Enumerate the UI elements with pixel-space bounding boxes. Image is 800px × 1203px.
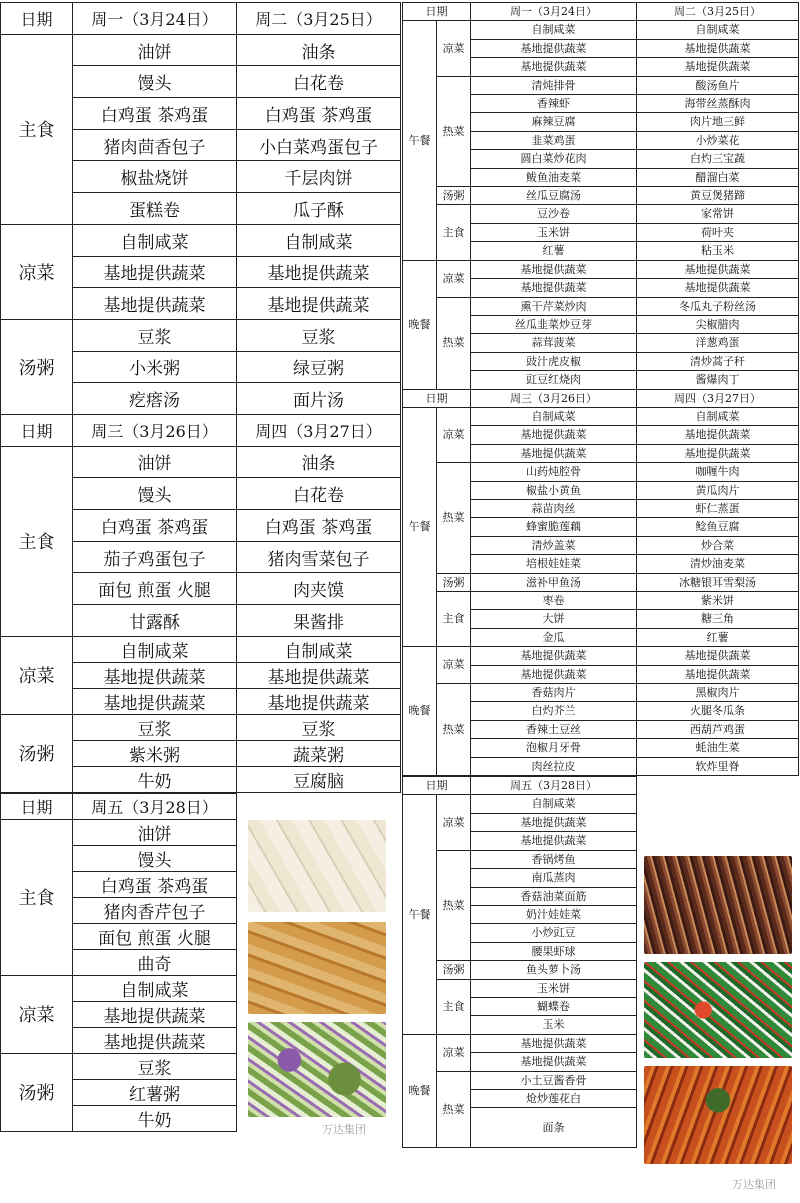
dish: 海带丝蒸酥肉 <box>637 95 799 113</box>
category-soup: 汤粥 <box>1 319 73 414</box>
dish: 醋溜白菜 <box>637 168 799 186</box>
dish: 基地提供蔬菜 <box>471 647 637 665</box>
breakfast-table-friday <box>0 793 237 1132</box>
dish: 牛奶 <box>73 1105 237 1131</box>
dish: 豆腐脑 <box>237 766 401 792</box>
category-staple: 主食 <box>1 446 73 636</box>
dish: 自制咸菜 <box>237 636 401 662</box>
dish: 豆浆 <box>237 714 401 740</box>
dish: 基地提供蔬菜 <box>637 279 799 297</box>
dish: 基地提供蔬菜 <box>471 1034 637 1052</box>
dish: 炝炒莲花白 <box>471 1089 637 1107</box>
dish: 基地提供蔬菜 <box>471 58 637 76</box>
category-cold: 凉菜 <box>437 1034 471 1071</box>
dish: 豆浆 <box>73 319 237 351</box>
dish: 白灼三宝蔬 <box>637 150 799 168</box>
dish: 豇豆红烧肉 <box>471 371 637 389</box>
dish: 基地提供蔬菜 <box>471 260 637 278</box>
dish: 基地提供蔬菜 <box>637 39 799 57</box>
dish: 蛋糕卷 <box>73 193 237 225</box>
dish: 清炖排骨 <box>471 76 637 94</box>
dish: 自制咸菜 <box>237 224 401 256</box>
dish: 椒盐烧饼 <box>73 161 237 193</box>
dish: 馒头 <box>73 66 237 98</box>
dish: 面条 <box>471 1108 637 1148</box>
salad-photo <box>248 1022 386 1117</box>
dish: 基地提供蔬菜 <box>637 58 799 76</box>
dish: 泡椒月牙骨 <box>471 739 637 757</box>
dish: 基地提供蔬菜 <box>471 279 637 297</box>
dish: 肉丝拉皮 <box>471 757 637 775</box>
date-label: 日期 <box>1 414 73 446</box>
day-header: 周三（3月26日） <box>73 414 237 446</box>
dish: 白灼芥兰 <box>471 702 637 720</box>
dish: 清炒油麦菜 <box>637 555 799 573</box>
dish: 蜂蜜脆莲藕 <box>471 518 637 536</box>
dish: 蚝油生菜 <box>637 739 799 757</box>
dish: 面包 煎蛋 火腿 <box>73 923 237 949</box>
category-soup: 汤粥 <box>437 573 471 591</box>
dish: 豆浆 <box>237 319 401 351</box>
dish: 基地提供蔬菜 <box>237 688 401 714</box>
dish: 自制咸菜 <box>471 795 637 813</box>
dish: 冬瓜丸子粉丝汤 <box>637 297 799 315</box>
category-cold: 凉菜 <box>437 407 471 462</box>
dish: 丝瓜豆腐汤 <box>471 187 637 205</box>
dish: 豆浆 <box>73 714 237 740</box>
dish: 圆白菜炒花肉 <box>471 150 637 168</box>
dish: 软炸里脊 <box>637 757 799 775</box>
watermark: 万达集团 <box>322 1123 366 1136</box>
watermark: 万达集团 <box>732 1178 776 1191</box>
dish: 香锅烤鱼 <box>471 850 637 868</box>
dish: 猪肉香芹包子 <box>73 897 237 923</box>
dish: 山药炖腔骨 <box>471 463 637 481</box>
meal-lunch: 午餐 <box>403 795 437 1034</box>
dish: 金瓜 <box>471 628 637 646</box>
dish: 培根娃娃菜 <box>471 555 637 573</box>
category-cold: 凉菜 <box>1 224 73 319</box>
dish: 清炒盖菜 <box>471 536 637 554</box>
dish: 基地提供蔬菜 <box>471 665 637 683</box>
category-soup: 汤粥 <box>1 714 73 792</box>
dish: 熏干芹菜炒肉 <box>471 297 637 315</box>
dish: 咖喱牛肉 <box>637 463 799 481</box>
category-cold: 凉菜 <box>437 260 471 297</box>
dish: 小白菜鸡蛋包子 <box>237 129 401 161</box>
dish: 小米粥 <box>73 351 237 383</box>
date-label: 日期 <box>403 3 471 21</box>
stirfry-photo <box>644 962 792 1058</box>
dish: 蒜苗肉丝 <box>471 499 637 517</box>
category-soup: 汤粥 <box>437 187 471 205</box>
dish: 紫米饼 <box>637 592 799 610</box>
date-label: 日期 <box>403 777 471 795</box>
meal-dinner: 晚餐 <box>403 1034 437 1148</box>
category-hot: 热菜 <box>437 1071 471 1148</box>
tofu-photo <box>248 820 386 912</box>
dish: 基地提供蔬菜 <box>471 832 637 850</box>
dish: 奶汁娃娃菜 <box>471 905 637 923</box>
dish: 香辣虾 <box>471 95 637 113</box>
dish: 红薯粥 <box>73 1079 237 1105</box>
dish: 基地提供蔬菜 <box>637 426 799 444</box>
dish: 豆浆 <box>73 1053 237 1079</box>
dish: 家常饼 <box>637 205 799 223</box>
meal-lunch: 午餐 <box>403 21 437 260</box>
dish: 自制咸菜 <box>637 407 799 425</box>
dish: 蝴蝶卷 <box>471 997 637 1015</box>
dish: 腰果虾球 <box>471 942 637 960</box>
dish: 自制咸菜 <box>471 21 637 39</box>
dish: 基地提供蔬菜 <box>237 662 401 688</box>
category-staple: 主食 <box>1 34 73 224</box>
dish: 自制咸菜 <box>471 407 637 425</box>
dish: 白花卷 <box>237 66 401 98</box>
dish: 油条 <box>237 34 401 66</box>
date-label: 日期 <box>1 793 73 819</box>
day-header: 周四（3月27日） <box>237 414 401 446</box>
dish: 小土豆酱香骨 <box>471 1071 637 1089</box>
dish: 尖椒腊肉 <box>637 315 799 333</box>
dish: 基地提供蔬菜 <box>471 444 637 462</box>
dish: 黄瓜肉片 <box>637 481 799 499</box>
dish: 枣卷 <box>471 592 637 610</box>
dish: 鱼头萝卜汤 <box>471 961 637 979</box>
dish: 蔬菜粥 <box>237 740 401 766</box>
dish: 豉汁虎皮椒 <box>471 352 637 370</box>
dish: 香菇肉片 <box>471 684 637 702</box>
meal-dinner: 晚餐 <box>403 260 437 389</box>
dish: 油饼 <box>73 446 237 478</box>
lunch-dinner-week1 <box>402 2 799 776</box>
dish: 红薯 <box>471 242 637 260</box>
dish: 千层肉饼 <box>237 161 401 193</box>
category-hot: 热菜 <box>437 463 471 573</box>
dish: 基地提供蔬菜 <box>471 426 637 444</box>
dish: 香辣土豆丝 <box>471 720 637 738</box>
category-staple: 主食 <box>437 592 471 647</box>
dish: 糖三角 <box>637 610 799 628</box>
dish: 肉夹馍 <box>237 573 401 605</box>
dish: 小炒豇豆 <box>471 924 637 942</box>
spicy-chicken-photo <box>644 1066 792 1164</box>
category-hot: 热菜 <box>437 297 471 389</box>
lunch-dinner-friday <box>402 776 637 1148</box>
category-cold: 凉菜 <box>437 21 471 76</box>
dish: 基地提供蔬菜 <box>237 288 401 320</box>
dish: 基地提供蔬菜 <box>471 39 637 57</box>
day-header: 周一（3月24日） <box>73 3 237 35</box>
category-staple: 主食 <box>437 205 471 260</box>
dish: 麻辣豆腐 <box>471 113 637 131</box>
dish: 酸汤鱼片 <box>637 76 799 94</box>
dish: 基地提供蔬菜 <box>73 288 237 320</box>
dish: 甘露酥 <box>73 605 237 637</box>
dish: 基地提供蔬菜 <box>637 647 799 665</box>
dish: 荷叶夹 <box>637 223 799 241</box>
day-header: 周一（3月24日） <box>471 3 637 21</box>
category-cold: 凉菜 <box>437 795 471 850</box>
dish: 白鸡蛋 茶鸡蛋 <box>73 871 237 897</box>
dish: 玉米饼 <box>471 223 637 241</box>
category-hot: 热菜 <box>437 684 471 776</box>
dish: 自制咸菜 <box>73 636 237 662</box>
dish: 玉米饼 <box>471 979 637 997</box>
dish: 白鸡蛋 茶鸡蛋 <box>73 510 237 542</box>
dish: 黄豆煲猪蹄 <box>637 187 799 205</box>
dish: 瓜子酥 <box>237 193 401 225</box>
dish: 西葫芦鸡蛋 <box>637 720 799 738</box>
day-header: 周四（3月27日） <box>637 389 799 407</box>
dish: 猪肉雪菜包子 <box>237 541 401 573</box>
dish: 白鸡蛋 茶鸡蛋 <box>237 510 401 542</box>
dish: 基地提供蔬菜 <box>237 256 401 288</box>
dish: 绿豆粥 <box>237 351 401 383</box>
dish: 白鸡蛋 茶鸡蛋 <box>237 98 401 130</box>
dish: 虾仁蒸蛋 <box>637 499 799 517</box>
category-hot: 热菜 <box>437 76 471 186</box>
dish: 蒜茸菠菜 <box>471 334 637 352</box>
dish: 自制咸菜 <box>73 975 237 1001</box>
pancake-photo <box>248 922 386 1014</box>
dish: 馒头 <box>73 478 237 510</box>
dish: 炒合菜 <box>637 536 799 554</box>
date-label: 日期 <box>1 3 73 35</box>
category-cold: 凉菜 <box>1 636 73 714</box>
meal-dinner: 晚餐 <box>403 647 437 776</box>
day-header: 周五（3月28日） <box>471 777 637 795</box>
dish: 南瓜蒸肉 <box>471 869 637 887</box>
dish: 面包 煎蛋 火腿 <box>73 573 237 605</box>
dish: 丝瓜韭菜炒豆芽 <box>471 315 637 333</box>
category-hot: 热菜 <box>437 850 471 960</box>
dish: 白花卷 <box>237 478 401 510</box>
breakfast-table-week1 <box>0 2 401 793</box>
dish: 玉米 <box>471 1016 637 1034</box>
dish: 油饼 <box>73 819 237 845</box>
dish: 猪肉茴香包子 <box>73 129 237 161</box>
day-header: 周五（3月28日） <box>73 793 237 819</box>
dish: 自制咸菜 <box>73 224 237 256</box>
dish: 基地提供蔬菜 <box>637 260 799 278</box>
dish: 椒盐小黄鱼 <box>471 481 637 499</box>
day-header: 周三（3月26日） <box>471 389 637 407</box>
dish: 粘玉米 <box>637 242 799 260</box>
dish: 自制咸菜 <box>637 21 799 39</box>
dish: 曲奇 <box>73 949 237 975</box>
dish: 火腿冬瓜条 <box>637 702 799 720</box>
dish: 基地提供蔬菜 <box>637 665 799 683</box>
day-header: 周二（3月25日） <box>637 3 799 21</box>
meal-lunch: 午餐 <box>403 407 437 646</box>
category-soup: 汤粥 <box>1 1053 73 1131</box>
dish: 鲶鱼豆腐 <box>637 518 799 536</box>
beef-photo <box>644 856 792 954</box>
dish: 白鸡蛋 茶鸡蛋 <box>73 98 237 130</box>
dish: 基地提供蔬菜 <box>73 256 237 288</box>
dish: 油饼 <box>73 34 237 66</box>
dish: 面片汤 <box>237 383 401 415</box>
category-cold: 凉菜 <box>1 975 73 1053</box>
dish: 油条 <box>237 446 401 478</box>
day-header: 周二（3月25日） <box>237 3 401 35</box>
dish: 香菇油菜面筋 <box>471 887 637 905</box>
dish: 红薯 <box>637 628 799 646</box>
category-staple: 主食 <box>1 819 73 975</box>
dish: 基地提供蔬菜 <box>471 1053 637 1071</box>
dish: 基地提供蔬菜 <box>73 1027 237 1053</box>
dish: 果酱排 <box>237 605 401 637</box>
category-staple: 主食 <box>437 979 471 1034</box>
dish: 基地提供蔬菜 <box>73 1001 237 1027</box>
dish: 基地提供蔬菜 <box>637 444 799 462</box>
dish: 韭菜鸡蛋 <box>471 131 637 149</box>
dish: 大饼 <box>471 610 637 628</box>
dish: 馒头 <box>73 845 237 871</box>
dish: 冰糖银耳雪梨汤 <box>637 573 799 591</box>
dish: 豆沙卷 <box>471 205 637 223</box>
date-label: 日期 <box>403 389 471 407</box>
dish: 牛奶 <box>73 766 237 792</box>
dish: 洋葱鸡蛋 <box>637 334 799 352</box>
category-cold: 凉菜 <box>437 647 471 684</box>
dish: 茄子鸡蛋包子 <box>73 541 237 573</box>
dish: 清炒蒿子秆 <box>637 352 799 370</box>
dish: 黑椒肉片 <box>637 684 799 702</box>
dish: 肉片地三鲜 <box>637 113 799 131</box>
category-soup: 汤粥 <box>437 961 471 979</box>
dish: 基地提供蔬菜 <box>73 688 237 714</box>
dish: 基地提供蔬菜 <box>73 662 237 688</box>
dish: 鲅鱼油麦菜 <box>471 168 637 186</box>
dish: 疙瘩汤 <box>73 383 237 415</box>
dish: 小炒菜花 <box>637 131 799 149</box>
dish: 基地提供蔬菜 <box>471 813 637 831</box>
dish: 酱爆肉丁 <box>637 371 799 389</box>
dish: 滋补甲鱼汤 <box>471 573 637 591</box>
dish: 紫米粥 <box>73 740 237 766</box>
